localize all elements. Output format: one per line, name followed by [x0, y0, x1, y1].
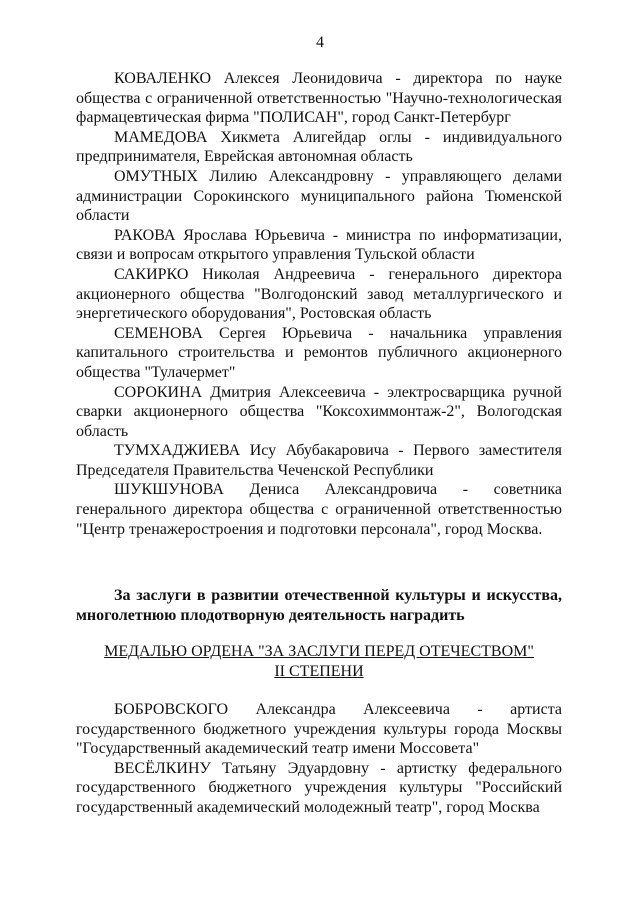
awardee-entry: ТУМХАДЖИЕВА Ису Абубакаровича - Первого заместителя Председателя Правительства Чеченской Республики	[76, 442, 562, 479]
medal-title	[76, 642, 562, 682]
awardee-entry: САКИРКО Николая Андреевича - генерального директора акционерного общества "Волгодонский завод металлургического и энергетического оборудования", Ростовская область	[76, 265, 562, 323]
awardee-list-top	[76, 69, 562, 539]
awardee-entry: РАКОВА Ярослава Юрьевича - министра по информатизации, связи и вопросам открытого управления Тульской области	[76, 226, 562, 264]
decree-heading: За заслуги в развитии отечественной культуры и искусства, многолетнюю плодотворную деятельность наградить	[76, 587, 562, 624]
awardee-entry: КОВАЛЕНКО Алексея Леонидовича - директора по науке общества с ограниченной ответственностью "Научно-технологическая фармацевтическая фирма "ПОЛИСАН", город Санкт-Петербург	[76, 70, 562, 127]
awardee-entry: СЕМЕНОВА Сергея Юрьевича - начальника управления капитального строительства и ремонтов публичного акционерного общества "Тулачермет"	[76, 324, 562, 381]
page-number: 4	[316, 34, 324, 51]
medal-title-line: МЕДАЛЬЮ ОРДЕНА "ЗА ЗАСЛУГИ ПЕРЕД ОТЕЧЕСТВОМ"	[104, 643, 534, 660]
awardee-entry: БОБРОВСКОГО Александра Алексеевича - артиста государственного бюджетного учреждения культуры города Москвы "Государственный академический театр имени Моссовета"	[76, 701, 562, 758]
awardee-list-bottom	[76, 700, 562, 818]
awardee-entry: МАМЕДОВА Хикмета Алигейдар оглы - индивидуального предпринимателя, Еврейская автономная область	[76, 128, 562, 166]
awardee-entry: ШУКШУНОВА Дениса Александровича - советника генерального директора общества с ограниченной ответственностью "Центр тренажеростроения и подготовки персонала", город Москва.	[76, 481, 562, 538]
awardee-entry: ОМУТНЫХ Лилию Александровну - управляющего делами администрации Сорокинского муниципального района Тюменской области	[76, 167, 562, 225]
medal-title-line: II СТЕПЕНИ	[274, 662, 364, 680]
awardee-entry: ВЕСЁЛКИНУ Татьяну Эдуардовну - артистку федерального государственного бюджетного учреждения культуры "Российский государственный академический молодежный театр", город Москва	[76, 759, 562, 816]
awardee-entry: СОРОКИНА Дмитрия Алексеевича - электросварщика ручной сварки акционерного общества "Коксохиммонтаж-2", Вологодская область	[76, 383, 562, 440]
